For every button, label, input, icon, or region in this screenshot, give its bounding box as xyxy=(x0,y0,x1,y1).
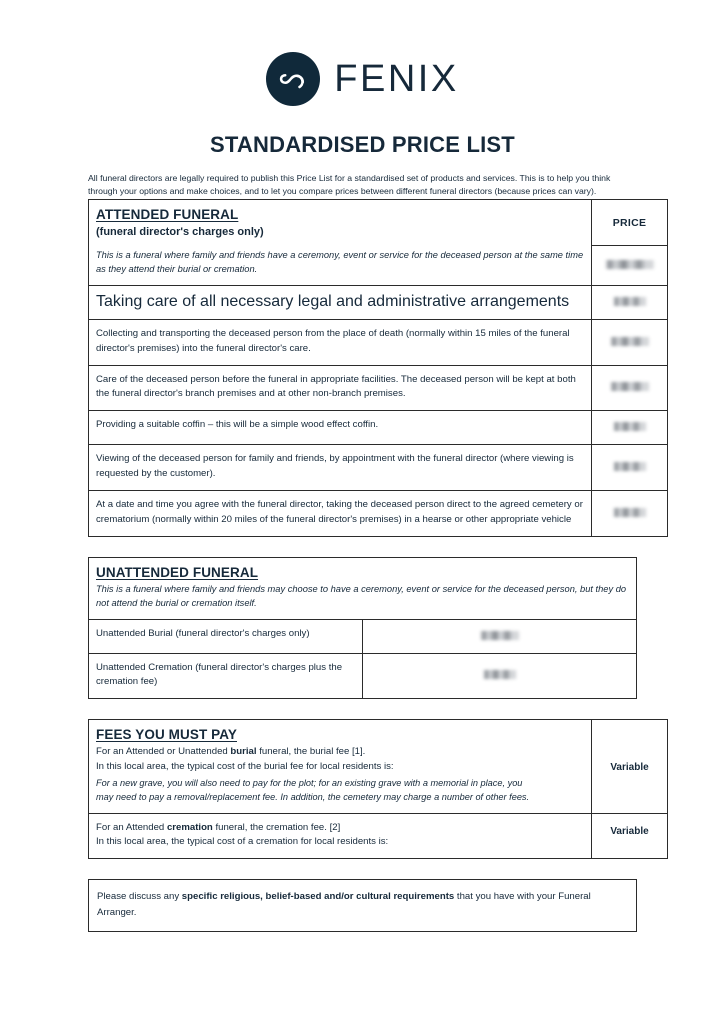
burial-fee-price-cell xyxy=(592,720,668,813)
burial-line1-prefix: For an Attended or Unattended xyxy=(96,746,231,758)
table-row-attended-description xyxy=(89,246,668,285)
cremation-fee-price-cell xyxy=(592,813,668,859)
burial-fee-cell xyxy=(89,720,592,813)
service-description: Unattended Cremation (funeral director's charges plus the cremation fee) xyxy=(89,653,363,699)
table-row xyxy=(89,491,668,537)
religious-requirements-note xyxy=(88,879,637,932)
cremation-fee-line-1 xyxy=(96,821,584,836)
price-cell xyxy=(592,411,668,445)
service-description: Collecting and transporting the deceased person from the place of death (normally within 15 miles of the funeral director's premises) into the funeral director's care. xyxy=(89,319,592,365)
attended-funeral-table xyxy=(88,199,668,537)
burial-line1-suffix: funeral, the burial fee [1]. xyxy=(256,746,366,758)
table-row xyxy=(89,365,668,411)
page-title: STANDARDISED PRICE LIST xyxy=(210,132,515,157)
redacted-price-value xyxy=(613,508,647,517)
table-row-cremation-fee xyxy=(89,813,668,859)
table-row-section-header xyxy=(89,557,637,619)
unattended-heading: UNATTENDED FUNERAL xyxy=(96,564,259,580)
brand-header xyxy=(0,0,725,106)
cremation-line1-bold: cremation xyxy=(166,821,213,833)
table-row xyxy=(89,445,668,491)
unattended-header-cell xyxy=(89,557,637,619)
unattended-description: This is a funeral where family and friends may choose to have a ceremony, event or service for the deceased person, but they do not attend the burial or cremation itself. xyxy=(96,583,627,608)
attended-header-cell xyxy=(89,199,592,246)
cremation-line1-suffix: funeral, the cremation fee. [2] xyxy=(212,821,341,833)
price-cell xyxy=(592,319,668,365)
price-cell xyxy=(363,619,637,653)
table-row xyxy=(89,619,637,653)
attended-description-cell xyxy=(89,246,592,285)
service-description: Providing a suitable coffin – this will be a simple wood effect coffin. xyxy=(89,411,592,445)
note-prefix: Please discuss any xyxy=(97,891,182,903)
redacted-price-value xyxy=(605,260,655,269)
table-row xyxy=(89,285,668,319)
burial-fee-line-1 xyxy=(96,745,584,760)
price-cell xyxy=(592,365,668,411)
redacted-price-value xyxy=(613,422,647,431)
burial-fee-note-1: For a new grave, you will also need to pay for the plot; for an existing grave with a memorial in place, you xyxy=(96,778,523,789)
table-row-burial-fee xyxy=(89,720,668,813)
service-description: Viewing of the deceased person for family and friends, by appointment with the funeral director (where viewing is requested by the customer). xyxy=(89,445,592,491)
burial-fee-line-2: In this local area, the typical cost of the burial fee for local residents is: xyxy=(96,761,394,773)
redacted-price-value xyxy=(483,670,517,679)
cremation-fee-line-2: In this local area, the typical cost of a cremation for local residents is: xyxy=(96,836,389,848)
price-cell xyxy=(363,653,637,699)
redacted-price-value xyxy=(613,462,647,471)
price-cell xyxy=(592,445,668,491)
attended-subheading: (funeral director's charges only) xyxy=(96,225,264,238)
cremation-fee-cell xyxy=(89,813,592,859)
fees-you-must-pay-table xyxy=(88,719,668,859)
service-description: Unattended Burial (funeral director's charges only) xyxy=(89,619,363,653)
table-row-section-header xyxy=(89,199,668,246)
cremation-fee-price: Variable xyxy=(610,825,649,837)
intro-paragraph: All funeral directors are legally required to publish this Price List for a standardised set of products and services. This is to help you think through your options and make choices, and to let you compare prices between different funeral directors (because prices can vary). xyxy=(88,173,611,197)
service-description: Taking care of all necessary legal and administrative arrangements xyxy=(89,285,592,319)
table-row xyxy=(89,653,637,699)
cremation-line1-prefix: For an Attended xyxy=(96,821,167,833)
note-bold: specific religious, belief-based and/or cultural requirements xyxy=(181,891,455,903)
service-description: At a date and time you agree with the funeral director, taking the deceased person direct to the agreed cemetery or crematorium (normally within 20 miles of the funeral director's premises) in a hearse or other appropriate vehicle xyxy=(89,491,592,537)
table-row xyxy=(89,319,668,365)
brand-wordmark: FENIX xyxy=(334,58,459,100)
attended-description: This is a funeral where family and friends have a ceremony, event or service for the deceased person at the same time as they attend their burial or cremation. xyxy=(96,249,584,274)
redacted-price-value xyxy=(610,337,650,346)
service-description: Care of the deceased person before the funeral in appropriate facilities. The deceased person will be kept at both the funeral director's branch premises and at other non-branch premises. xyxy=(89,365,592,411)
burial-fee-price: Variable xyxy=(610,761,649,773)
redacted-price-value xyxy=(480,631,520,640)
burial-fee-note-2: may need to pay a removal/replacement fee. In addition, the cemetery may charge a number of other fees. xyxy=(96,791,530,802)
infinity-logo-icon xyxy=(266,52,320,106)
redacted-price-value xyxy=(610,382,650,391)
redacted-price-value xyxy=(613,297,647,306)
table-row xyxy=(89,411,668,445)
note-suffix: that you have with your Funeral Arranger. xyxy=(97,891,591,918)
fees-heading: FEES YOU MUST PAY xyxy=(96,727,237,743)
unattended-funeral-table xyxy=(88,557,637,700)
price-cell xyxy=(592,491,668,537)
price-cell xyxy=(592,285,668,319)
attended-header-price-cell xyxy=(592,246,668,285)
price-column-header: PRICE xyxy=(612,217,647,230)
attended-heading: ATTENDED FUNERAL xyxy=(96,206,239,222)
burial-line1-bold: burial xyxy=(230,746,257,758)
price-column-header-cell xyxy=(592,199,668,246)
